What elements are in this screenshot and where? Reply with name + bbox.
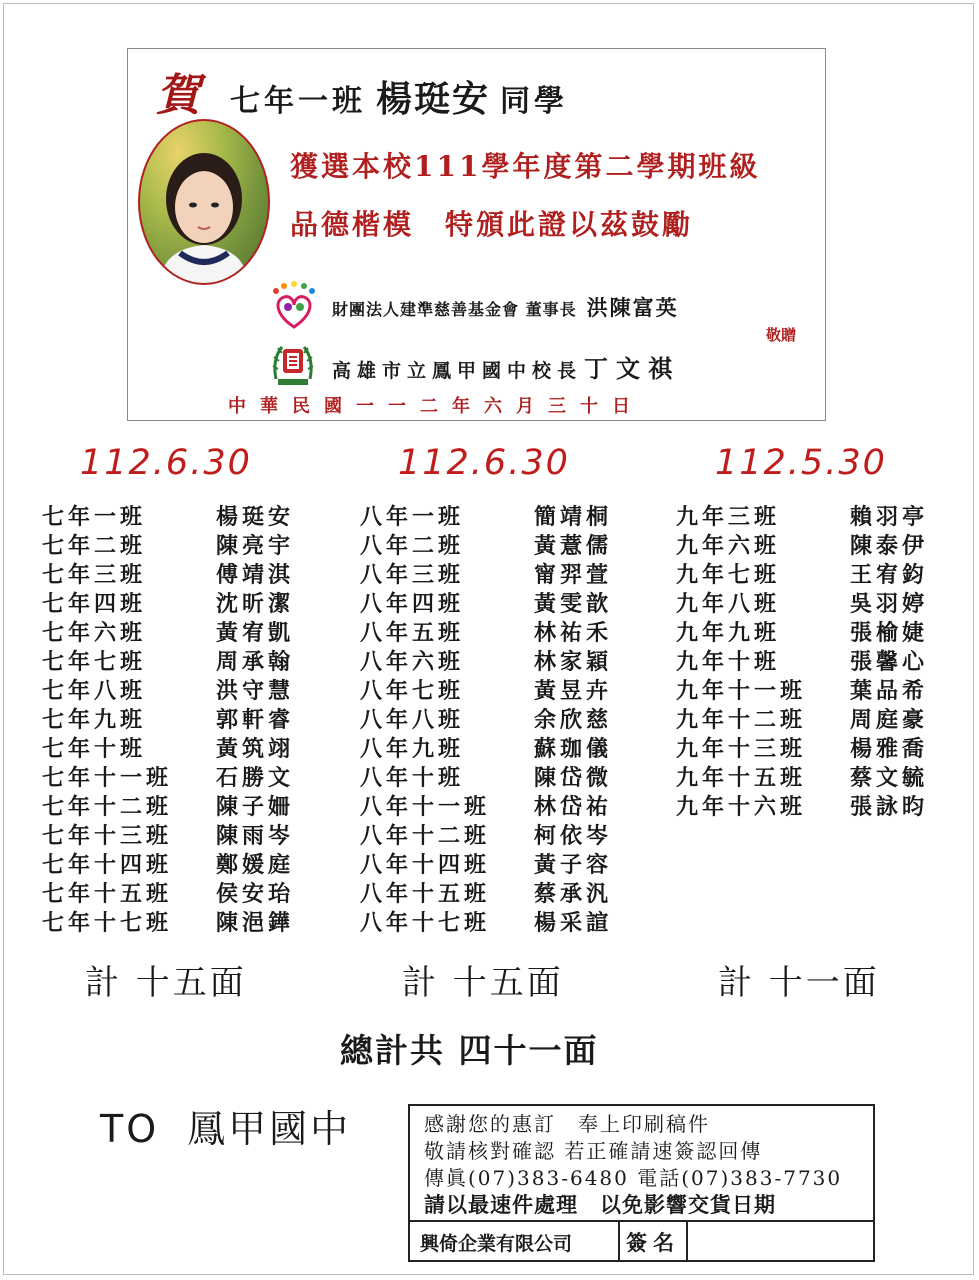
student-name: 黃子容	[534, 852, 613, 878]
class-label: 八年三班	[360, 562, 465, 588]
student-name: 黃筑翊	[216, 736, 295, 762]
student-name: 余欣慈	[534, 707, 613, 733]
notice-line-4: 請以最速件處理 以免影響交貨日期	[424, 1192, 776, 1217]
student-name: 張榆婕	[850, 620, 929, 646]
notice-line-2: 敬請核對確認 若正確請速簽認回傳	[424, 1139, 763, 1163]
congrats-character: 賀	[156, 70, 200, 121]
notice-line-3: 傳眞(07)383-6480 電話(07)383-7730	[424, 1166, 843, 1190]
student-name: 簡靖桐	[534, 504, 613, 530]
class-label: 七年十三班	[42, 823, 173, 849]
class-label: 七年十二班	[42, 794, 173, 820]
class-label: 八年十四班	[360, 852, 491, 878]
student-name: 張詠昀	[850, 794, 929, 820]
certificate-date: 中華民國一一二年六月三十日	[228, 396, 644, 417]
student-name: 蔡文毓	[850, 765, 929, 791]
class-label: 七年六班	[42, 620, 147, 646]
class-label: 八年一班	[360, 504, 465, 530]
class-label: 八年十一班	[360, 794, 491, 820]
class-label: 八年十班	[360, 765, 465, 791]
student-name: 蔡承汎	[534, 881, 613, 907]
class-label: 九年十二班	[676, 707, 807, 733]
proof-notice-box	[408, 1104, 875, 1262]
recipient-line	[100, 1098, 351, 1153]
student-name: 郭軒睿	[216, 707, 295, 733]
class-label: 八年七班	[360, 678, 465, 704]
class-label: 九年十六班	[676, 794, 807, 820]
column-1-count: 計 十五面	[85, 963, 247, 1003]
certificate-title	[230, 71, 568, 122]
school-line	[332, 349, 680, 384]
student-name: 周庭豪	[850, 707, 929, 733]
class-label: 九年十三班	[676, 736, 807, 762]
class-label: 七年八班	[42, 678, 147, 704]
column-3-count: 計 十一面	[718, 963, 880, 1003]
grand-total: 總計共 四十一面	[340, 1031, 599, 1070]
class-label: 七年十班	[42, 736, 147, 762]
class-label: 八年六班	[360, 649, 465, 675]
student-name: 賴羽亭	[850, 504, 929, 530]
class-label: 八年十五班	[360, 881, 491, 907]
certificate-class: 七年一班	[230, 84, 366, 119]
gift-note: 敬贈	[766, 326, 797, 344]
class-label: 九年九班	[676, 620, 781, 646]
class-label: 七年十五班	[42, 881, 173, 907]
class-label: 七年四班	[42, 591, 147, 617]
student-name: 甯羿萱	[534, 562, 613, 588]
class-label: 九年十班	[676, 649, 781, 675]
notice-divider	[618, 1220, 620, 1260]
student-name: 陳岱微	[534, 765, 613, 791]
student-name: 黃宥凱	[216, 620, 295, 646]
student-name: 林祐禾	[534, 620, 613, 646]
recipient-name: 鳳甲國中	[187, 1107, 352, 1151]
class-label: 九年七班	[676, 562, 781, 588]
column-2-count: 計 十五面	[402, 963, 564, 1003]
class-label: 八年八班	[360, 707, 465, 733]
class-label: 九年六班	[676, 533, 781, 559]
student-photo	[138, 119, 270, 285]
column-3-date: 112.5.30	[715, 443, 887, 483]
student-name: 林岱祐	[534, 794, 613, 820]
principal-name: 丁文祺	[584, 354, 681, 383]
certificate-suffix: 同學	[500, 84, 569, 119]
donor-name: 洪陳富英	[586, 295, 679, 320]
student-name: 沈昕潔	[216, 591, 295, 617]
student-name: 楊采諠	[534, 910, 613, 936]
class-label: 九年十一班	[676, 678, 807, 704]
student-name: 林家穎	[534, 649, 613, 675]
class-label: 八年九班	[360, 736, 465, 762]
student-name: 侯安珆	[216, 881, 295, 907]
student-name: 陳雨岑	[216, 823, 295, 849]
donor-organization: 財團法人建準慈善基金會 董事長	[332, 300, 577, 319]
student-name: 楊珽安	[216, 504, 295, 530]
column-2-date: 112.6.30	[398, 443, 570, 483]
student-name: 鄭媛庭	[216, 852, 295, 878]
student-name: 傅靖淇	[216, 562, 295, 588]
class-label: 八年四班	[360, 591, 465, 617]
student-name: 吳羽婷	[850, 591, 929, 617]
donor-line	[332, 292, 679, 322]
signature-label: 簽名	[626, 1230, 680, 1255]
student-name: 黃薏儒	[534, 533, 613, 559]
student-name: 陳泰伊	[850, 533, 929, 559]
notice-line-1: 感謝您的惠訂 奉上印刷稿件	[424, 1112, 710, 1136]
foundation-logo-icon	[268, 281, 320, 333]
class-label: 八年二班	[360, 533, 465, 559]
student-name: 王宥鈞	[850, 562, 929, 588]
class-label: 七年十一班	[42, 765, 173, 791]
class-label: 七年十七班	[42, 910, 173, 936]
student-name: 黃雯歆	[534, 591, 613, 617]
student-name: 張馨心	[850, 649, 929, 675]
award-line-1: 獲選本校111學年度第二學期班級	[290, 150, 761, 183]
student-name: 柯依岑	[534, 823, 613, 849]
class-label: 七年十四班	[42, 852, 173, 878]
class-label: 九年十五班	[676, 765, 807, 791]
printer-company: 興倚企業有限公司	[420, 1233, 573, 1255]
student-name: 葉品希	[850, 678, 929, 704]
class-label: 七年三班	[42, 562, 147, 588]
student-name: 蘇珈儀	[534, 736, 613, 762]
student-name: 陳亮宇	[216, 533, 295, 559]
student-name: 黃昱卉	[534, 678, 613, 704]
class-label: 八年十二班	[360, 823, 491, 849]
class-label: 八年十七班	[360, 910, 491, 936]
class-label: 九年八班	[676, 591, 781, 617]
student-name: 陳子姍	[216, 794, 295, 820]
student-name: 陳浥鏵	[216, 910, 295, 936]
class-label: 七年一班	[42, 504, 147, 530]
notice-divider	[686, 1220, 688, 1260]
class-label: 九年三班	[676, 504, 781, 530]
class-label: 七年七班	[42, 649, 147, 675]
notice-divider	[410, 1220, 873, 1222]
school-name: 高雄市立鳳甲國中校長	[332, 360, 583, 382]
certificate-proof	[127, 48, 826, 421]
student-name: 周承翰	[216, 649, 295, 675]
student-name: 石勝文	[216, 765, 295, 791]
award-line-2: 品德楷模 特頒此證以茲鼓勵	[290, 208, 694, 241]
to-prefix: TO	[100, 1107, 160, 1151]
class-label: 八年五班	[360, 620, 465, 646]
class-label: 七年二班	[42, 533, 147, 559]
certificate-student-name: 楊珽安	[376, 78, 491, 120]
column-1-date: 112.6.30	[80, 443, 252, 483]
student-name: 洪守慧	[216, 678, 295, 704]
school-emblem-icon	[270, 339, 316, 389]
student-name: 楊雅喬	[850, 736, 929, 762]
class-label: 七年九班	[42, 707, 147, 733]
